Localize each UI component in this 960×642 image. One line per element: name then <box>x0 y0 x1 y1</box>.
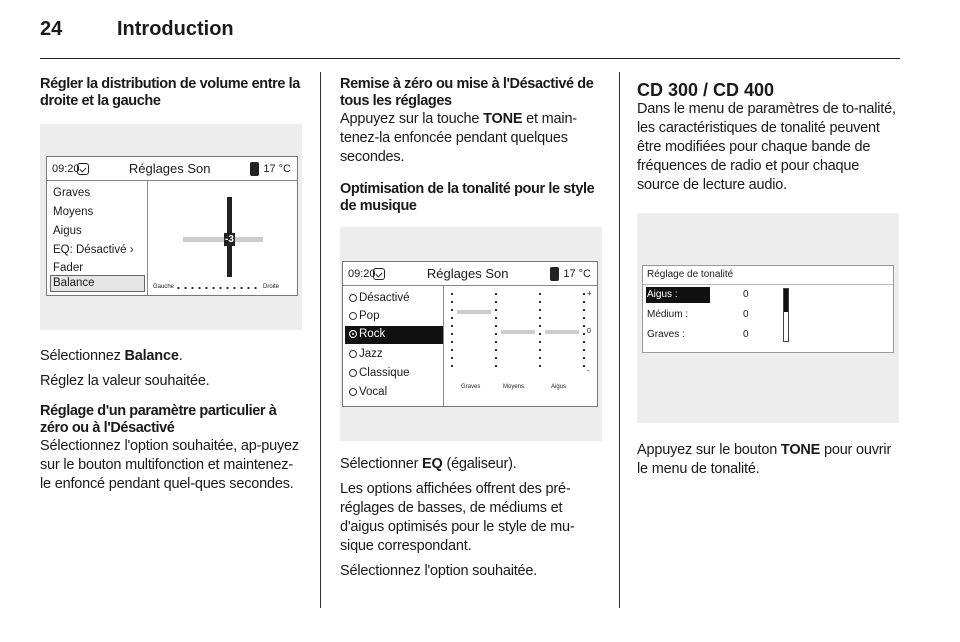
text: (égaliseur). <box>442 456 517 472</box>
menu-item-eq-label: EQ: Désactivé <box>53 244 127 256</box>
eq-option-label: Désactivé <box>359 292 410 304</box>
page-header <box>40 18 234 48</box>
balance-right-label: Droite <box>263 284 280 290</box>
eq-option-pop[interactable] <box>349 310 379 322</box>
clock-icon <box>77 163 89 175</box>
menu-item-moyens[interactable]: Moyens <box>53 206 94 218</box>
eq-column-scale <box>583 290 585 372</box>
eq-label-moyens: Moyens <box>503 384 525 390</box>
eq-option-label: Rock <box>359 328 386 340</box>
menu-item-eq[interactable] <box>53 244 134 256</box>
radio-selected-icon <box>349 330 357 338</box>
clock-icon <box>373 268 385 280</box>
radio-icon <box>349 312 357 320</box>
section-heading: Remise à zéro ou mise à l'Désactivé de tous les réglages <box>340 76 594 109</box>
eq-option-label: Jazz <box>359 348 383 360</box>
screen-divider <box>643 284 893 285</box>
tone-value: 0 <box>743 329 749 340</box>
temperature: 17 °C <box>563 267 591 280</box>
chevron-right-icon: › <box>129 244 134 256</box>
header-rule <box>40 58 900 59</box>
eq-option-label: Pop <box>359 310 380 322</box>
tone-screen-figure <box>637 213 899 423</box>
text: Appuyez sur la touche <box>340 111 484 127</box>
menu-item-balance[interactable]: Balance <box>53 277 95 289</box>
paragraph: Sélectionnez l'option souhaitée, ap-puyez sur le bouton multifonction et maintenez-le enfoncé pendant quel-ques secondes. <box>40 438 299 492</box>
eq-option-vocal[interactable] <box>349 386 387 398</box>
column-1 <box>40 76 302 494</box>
screen-divider <box>147 181 148 295</box>
tone-row-graves[interactable]: Graves : <box>647 329 685 340</box>
eq-level-aigus <box>545 330 579 334</box>
paragraph: Sélectionnez l'option souhaitée. <box>340 563 538 579</box>
radio-icon <box>349 350 357 358</box>
bold-term: TONE <box>483 111 523 127</box>
tone-value: 0 <box>743 289 749 300</box>
eq-screen-figure <box>340 227 602 441</box>
eq-option-rock[interactable] <box>349 328 385 340</box>
page-number: 24 <box>40 18 63 40</box>
paragraph <box>637 441 902 479</box>
column-divider <box>320 72 321 608</box>
eq-option-jazz[interactable] <box>349 348 383 360</box>
eq-column-graves <box>451 290 453 372</box>
column-2 <box>340 76 602 581</box>
text: . <box>178 348 183 364</box>
clock-time: 09:20 <box>348 267 376 280</box>
balance-scale <box>175 287 261 289</box>
text: et main-tenez-la enfoncée pendant quelques secondes. <box>340 111 577 165</box>
bold-term: TONE <box>780 442 821 458</box>
screen-status-bar <box>343 262 597 286</box>
eq-label-graves: Graves <box>461 384 481 390</box>
paragraph: Réglez la valeur souhaitée. <box>40 373 210 389</box>
eq-level-graves <box>457 310 491 314</box>
eq-option-label: Classique <box>359 367 410 379</box>
eq-label-aigus: Aigus <box>551 384 567 390</box>
paragraph: Les options affichées offrent des pré-réglages de basses, de médiums et d'aigus optimisés pour le style de mu-sique correspondant. <box>340 481 575 554</box>
temperature: 17 °C <box>263 162 291 175</box>
eq-screen <box>342 261 598 407</box>
thermometer-icon <box>250 162 259 176</box>
paragraph <box>40 347 302 366</box>
balance-value-badge: -3 <box>225 234 234 245</box>
menu-item-fader[interactable]: Fader <box>53 262 84 274</box>
tone-screen <box>642 265 894 353</box>
scale-plus: + <box>587 289 592 298</box>
section-heading: Optimisation de la tonalité pour le style de musique <box>340 181 595 214</box>
screen-title: Réglages Son <box>426 266 509 281</box>
menu-item-aigus[interactable]: Aigus <box>53 225 82 237</box>
eq-option-desactive[interactable] <box>349 292 410 304</box>
clock-time: 09:20 <box>52 162 80 175</box>
screen-title: Réglages Son <box>128 161 211 176</box>
text: pour ouvrir le menu de tonalité. <box>637 442 892 477</box>
text: Sélectionner <box>340 456 423 472</box>
eq-column-aigus <box>539 290 541 372</box>
text: Sélectionnez <box>40 348 125 364</box>
radio-icon <box>349 369 357 377</box>
radio-icon <box>349 294 357 302</box>
balance-left-label: Gauche <box>153 284 175 290</box>
eq-level-moyens <box>501 330 535 334</box>
tone-value: 0 <box>743 309 749 320</box>
eq-option-classique[interactable] <box>349 367 410 379</box>
balance-screen-figure <box>40 124 302 330</box>
eq-option-label: Vocal <box>359 386 388 398</box>
column-3 <box>637 80 902 479</box>
radio-icon <box>349 388 357 396</box>
section-heading: CD 300 / CD 400 <box>637 80 775 100</box>
balance-track-horizontal <box>183 237 263 242</box>
scale-zero: 0 <box>587 328 591 335</box>
thermometer-icon <box>550 267 559 281</box>
screen-status-bar <box>47 157 297 181</box>
tone-row-aigus[interactable]: Aigus : <box>647 289 678 300</box>
menu-item-graves[interactable]: Graves <box>53 187 91 199</box>
paragraph: Dans le menu de paramètres de to-nalité, les caractéristiques de tonalité peuvent être modifiées pour chaque bande de fréquences de radio et pour chaque source de lecture audio. <box>637 101 896 193</box>
tone-level-slider[interactable] <box>783 288 789 342</box>
section-heading: Régler la distribution de volume entre la droite et la gauche <box>40 76 300 109</box>
tone-row-medium[interactable]: Médium : <box>647 309 689 320</box>
paragraph <box>340 110 602 167</box>
tone-screen-title: Réglage de tonalité <box>647 269 734 280</box>
column-divider <box>619 72 620 608</box>
scale-minus: - <box>587 366 590 375</box>
page-title: Introduction <box>117 18 234 40</box>
bold-term: EQ <box>422 456 443 472</box>
tone-level-fill <box>784 289 788 312</box>
bold-term: Balance <box>124 348 179 364</box>
paragraph <box>340 455 602 474</box>
section-heading: Réglage d'un paramètre particulier à zéro ou à l'Désactivé <box>40 403 277 436</box>
screen-divider <box>443 286 444 406</box>
text: Appuyez sur le bouton <box>637 442 781 458</box>
eq-column-moyens <box>495 290 497 372</box>
balance-screen <box>46 156 298 296</box>
